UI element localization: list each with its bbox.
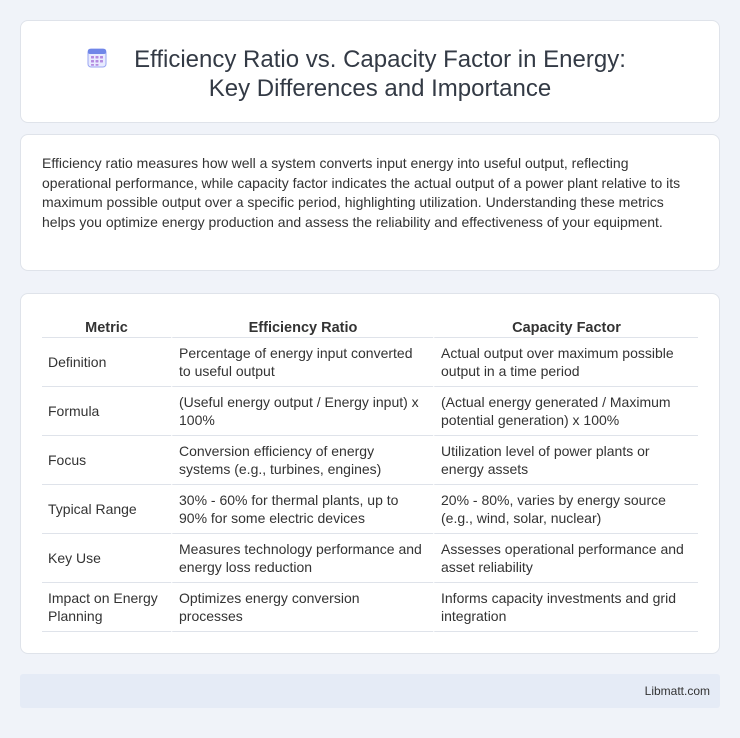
title-card xyxy=(20,20,720,123)
table-row xyxy=(42,485,698,534)
efficiency-ratio-cell: Optimizes energy conversion processes xyxy=(171,583,433,632)
metric-cell: Impact on Energy Planning xyxy=(42,583,171,632)
capacity-factor-cell: Utilization level of power plants or energy assets xyxy=(433,436,698,485)
metric-cell: Formula xyxy=(42,387,171,436)
efficiency-ratio-cell: Conversion efficiency of energy systems (e.g., turbines, engines) xyxy=(171,436,433,485)
table-row xyxy=(42,338,698,387)
capacity-factor-cell: Informs capacity investments and grid integration xyxy=(433,583,698,632)
intro-card xyxy=(20,134,720,271)
capacity-factor-cell: (Actual energy generated / Maximum potential generation) x 100% xyxy=(433,387,698,436)
capacity-factor-cell: Assesses operational performance and asset reliability xyxy=(433,534,698,583)
table-row xyxy=(42,436,698,485)
metric-cell: Focus xyxy=(42,436,171,485)
page-title: Efficiency Ratio vs. Capacity Factor in Energy: Key Differences and Importance xyxy=(134,46,626,102)
footer-site-link[interactable]: Libmatt.com xyxy=(644,684,710,698)
metric-cell: Typical Range xyxy=(42,485,171,534)
efficiency-ratio-cell: Percentage of energy input converted to useful output xyxy=(171,338,433,387)
efficiency-ratio-cell: 30% - 60% for thermal plants, up to 90% for some electric devices xyxy=(171,485,433,534)
capacity-factor-cell: 20% - 80%, varies by energy source (e.g., wind, solar, nuclear) xyxy=(433,485,698,534)
efficiency-ratio-cell: Measures technology performance and energy loss reduction xyxy=(171,534,433,583)
comparison-table xyxy=(42,316,698,632)
efficiency-ratio-cell: (Useful energy output / Energy input) x 100% xyxy=(171,387,433,436)
metric-cell: Definition xyxy=(42,338,171,387)
column-header-efficiency-ratio: Efficiency Ratio xyxy=(171,316,433,338)
footer-bar xyxy=(20,674,720,708)
column-header-capacity-factor: Capacity Factor xyxy=(433,316,698,338)
table-row xyxy=(42,534,698,583)
column-header-metric: Metric xyxy=(42,316,171,338)
metric-cell: Key Use xyxy=(42,534,171,583)
table-header-row xyxy=(42,316,698,338)
comparison-table-card xyxy=(20,293,720,654)
intro-paragraph: Efficiency ratio measures how well a system converts input energy into useful output, reflecting operational performance, while capacity factor indicates the actual output of a power plant relative to its maximum possible output over a specific period, highlighting utilization. Understanding these metrics helps you optimize energy production and assess the reliability and effectiveness of your equipment. xyxy=(42,155,681,230)
capacity-factor-cell: Actual output over maximum possible output in a time period xyxy=(433,338,698,387)
table-row xyxy=(42,583,698,632)
table-row xyxy=(42,387,698,436)
